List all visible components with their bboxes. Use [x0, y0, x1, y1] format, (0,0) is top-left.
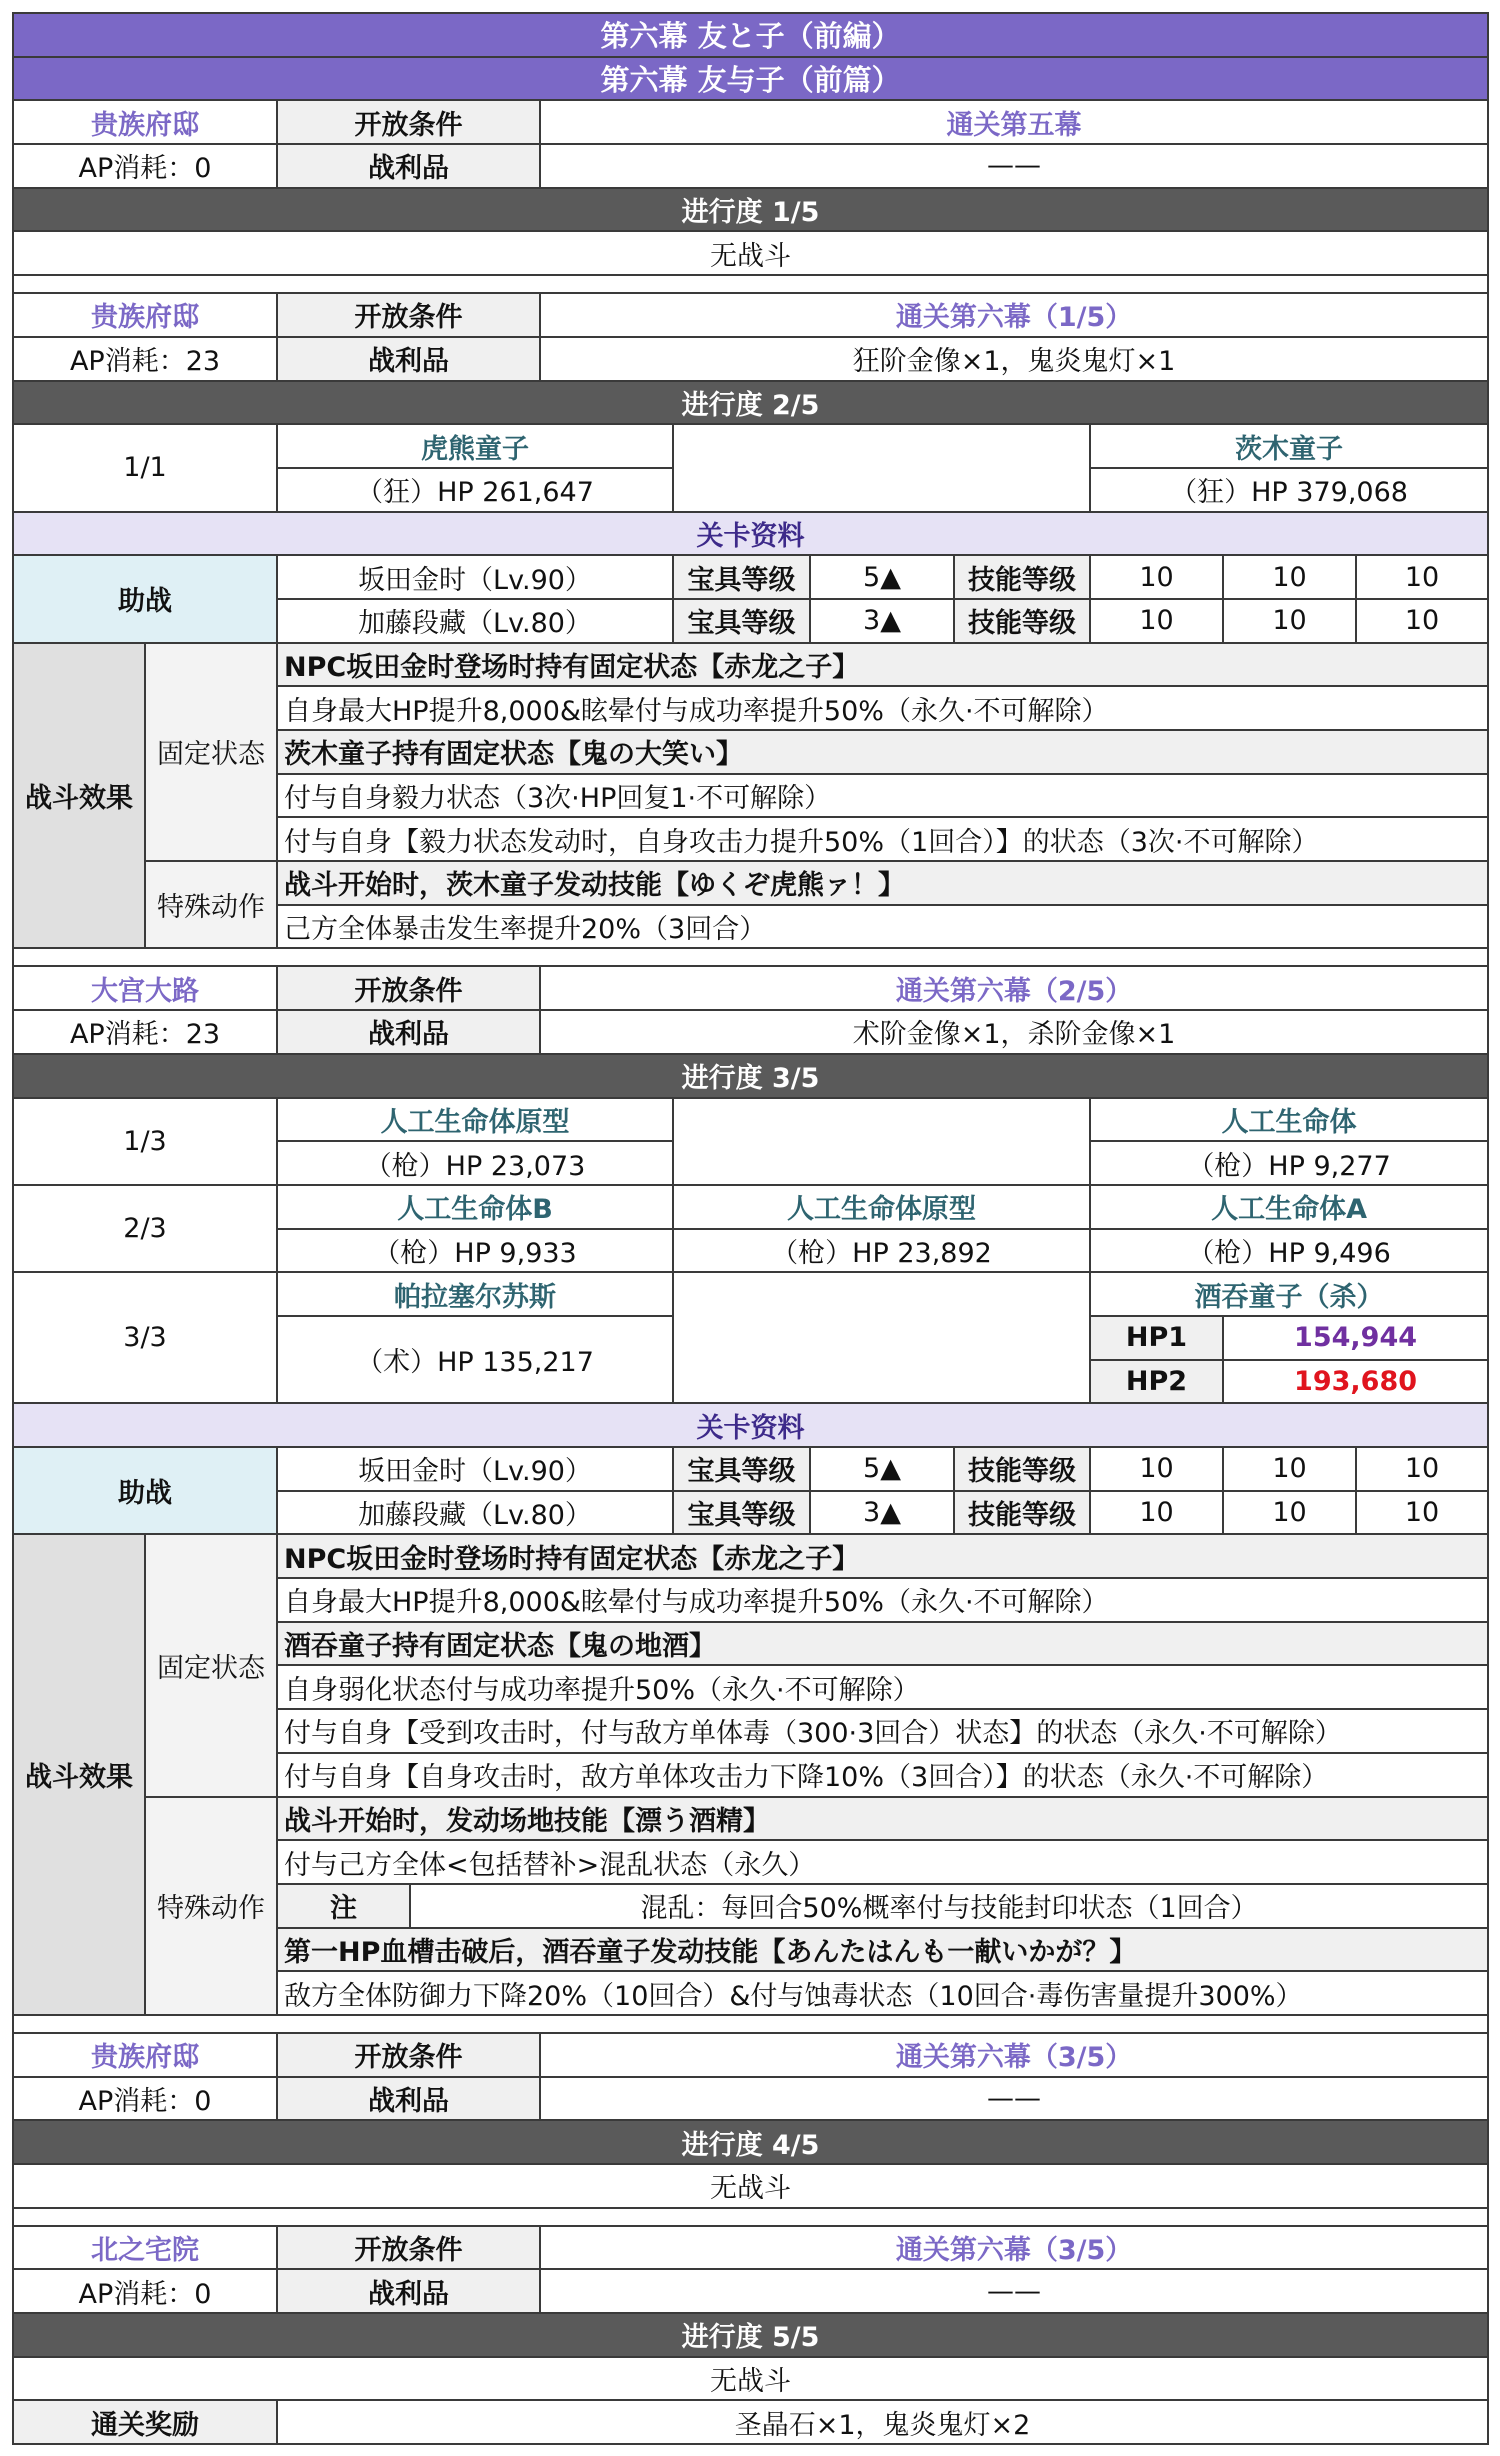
quest-table-main — [12, 12, 1489, 2445]
effect-detail: 付与自身【自身攻击时，敌方单体攻击力下降10%（3回合）】的状态（永久·不可解除） — [277, 1753, 1488, 1797]
special-action-label: 特殊动作 — [145, 1797, 277, 2015]
enemy-name: 人工生命体 — [1090, 1098, 1488, 1142]
loot-label: 战利品 — [277, 144, 540, 188]
enemy-name: 人工生命体原型 — [277, 1098, 673, 1142]
loot: —— — [540, 2077, 1488, 2121]
title-jp: 第六幕 友と子（前編） — [13, 13, 1488, 57]
skill-level: 10 — [1356, 1447, 1488, 1491]
clear-reward: 圣晶石×1，鬼炎鬼灯×2 — [277, 2400, 1488, 2444]
wave-number: 1/3 — [13, 1098, 277, 1185]
effect-title: 第一HP血槽击破后，酒吞童子发动技能【あんたはんも一献いかが？】 — [277, 1928, 1488, 1972]
enemy-name: 人工生命体B — [277, 1185, 673, 1229]
hp2-value: 193,680 — [1223, 1360, 1488, 1404]
ap-cost: AP消耗：0 — [13, 2077, 277, 2121]
loot: 狂阶金像×1，鬼炎鬼灯×1 — [540, 337, 1488, 381]
open-condition-label: 开放条件 — [277, 293, 540, 337]
support-servant: 坂田金时（Lv.90） — [277, 555, 673, 599]
effect-detail: 付与自身毅力状态（3次·HP回复1·不可解除） — [277, 774, 1488, 818]
enemy-slot-empty — [673, 424, 1090, 511]
enemy-hp: （枪）HP 23,073 — [277, 1141, 673, 1185]
battle-effects-label: 战斗效果 — [13, 643, 145, 949]
enemy-slot-empty — [673, 1098, 1090, 1185]
wave-number: 3/3 — [13, 1272, 277, 1403]
ap-cost: AP消耗：23 — [13, 337, 277, 381]
progress-bar: 进行度 1/5 — [13, 188, 1488, 232]
open-condition: 通关第六幕（2/5） — [540, 966, 1488, 1010]
title-cn: 第六幕 友与子（前篇） — [13, 57, 1488, 101]
skill-level: 10 — [1356, 599, 1488, 643]
skill-level: 10 — [1090, 1447, 1223, 1491]
fixed-state-label: 固定状态 — [145, 643, 277, 861]
no-battle: 无战斗 — [13, 231, 1488, 275]
skill-level: 10 — [1090, 599, 1223, 643]
skill-level: 10 — [1090, 1491, 1223, 1535]
loot: 术阶金像×1，杀阶金像×1 — [540, 1010, 1488, 1054]
enemy-name: 帕拉塞尔苏斯 — [277, 1272, 673, 1316]
clear-reward-label: 通关奖励 — [13, 2400, 277, 2444]
enemy-hp: （枪）HP 9,496 — [1090, 1229, 1488, 1273]
effect-detail: 付与自身【毅力状态发动时，自身攻击力提升50%（1回合）】的状态（3次·不可解除） — [277, 817, 1488, 861]
open-condition-label: 开放条件 — [277, 966, 540, 1010]
np-level-label: 宝具等级 — [673, 1491, 810, 1535]
effect-title: 战斗开始时，发动场地技能【漂う酒精】 — [277, 1797, 1488, 1841]
special-action-label: 特殊动作 — [145, 861, 277, 948]
level-info-header: 关卡资料 — [13, 1403, 1488, 1447]
skill-level: 10 — [1090, 555, 1223, 599]
location-name: 贵族府邸 — [13, 2033, 277, 2077]
battle-effects-label: 战斗效果 — [13, 1534, 145, 2015]
enemy-hp: （枪）HP 23,892 — [673, 1229, 1090, 1273]
np-level: 5▲ — [810, 1447, 954, 1491]
open-condition-label: 开放条件 — [277, 2033, 540, 2077]
effect-detail: 己方全体暴击发生率提升20%（3回合） — [277, 905, 1488, 949]
note-label: 注 — [277, 1884, 410, 1928]
loot-label: 战利品 — [277, 337, 540, 381]
skill-level-label: 技能等级 — [954, 1491, 1090, 1535]
effect-detail: 敌方全体防御力下降20%（10回合）&付与蚀毒状态（10回合·毒伤害量提升300%） — [277, 1971, 1488, 2015]
loot-label: 战利品 — [277, 2077, 540, 2121]
skill-level-label: 技能等级 — [954, 599, 1090, 643]
no-battle: 无战斗 — [13, 2357, 1488, 2401]
hp1-label: HP1 — [1090, 1316, 1223, 1360]
progress-bar: 进行度 3/5 — [13, 1054, 1488, 1098]
loot: —— — [540, 144, 1488, 188]
enemy-name: 人工生命体A — [1090, 1185, 1488, 1229]
location-name: 贵族府邸 — [13, 100, 277, 144]
support-servant: 加藤段藏（Lv.80） — [277, 1491, 673, 1535]
hp1-value: 154,944 — [1223, 1316, 1488, 1360]
np-level-label: 宝具等级 — [673, 1447, 810, 1491]
level-info-header: 关卡资料 — [13, 512, 1488, 556]
loot-label: 战利品 — [277, 2269, 540, 2313]
progress-bar: 进行度 5/5 — [13, 2313, 1488, 2357]
ap-cost: AP消耗：0 — [13, 144, 277, 188]
ap-cost: AP消耗：23 — [13, 1010, 277, 1054]
effect-detail: 付与自身【受到攻击时，付与敌方单体毒（300·3回合）状态】的状态（永久·不可解除） — [277, 1709, 1488, 1753]
effect-detail: 自身最大HP提升8,000&眩晕付与成功率提升50%（永久·不可解除） — [277, 1578, 1488, 1622]
np-level-label: 宝具等级 — [673, 599, 810, 643]
wave-number: 1/1 — [13, 424, 277, 511]
skill-level-label: 技能等级 — [954, 555, 1090, 599]
effect-detail: 自身弱化状态付与成功率提升50%（永久·不可解除） — [277, 1665, 1488, 1709]
effect-title: NPC坂田金时登场时持有固定状态【赤龙之子】 — [277, 643, 1488, 687]
fixed-state-label: 固定状态 — [145, 1534, 277, 1796]
location-name: 大宫大路 — [13, 966, 277, 1010]
wave-number: 2/3 — [13, 1185, 277, 1272]
support-label: 助战 — [13, 1447, 277, 1534]
spacer — [13, 948, 1488, 966]
ap-cost: AP消耗：0 — [13, 2269, 277, 2313]
effect-title: 战斗开始时，茨木童子发动技能【ゆくぞ虎熊ァ！】 — [277, 861, 1488, 905]
np-level-label: 宝具等级 — [673, 555, 810, 599]
enemy-hp: （狂）HP 379,068 — [1090, 468, 1488, 512]
open-condition-label: 开放条件 — [277, 100, 540, 144]
skill-level: 10 — [1356, 1491, 1488, 1535]
enemy-name: 酒吞童子（杀） — [1090, 1272, 1488, 1316]
progress-bar: 进行度 2/5 — [13, 381, 1488, 425]
open-condition: 通关第五幕 — [540, 100, 1488, 144]
spacer — [13, 275, 1488, 293]
spacer — [13, 2208, 1488, 2226]
hp2-label: HP2 — [1090, 1360, 1223, 1404]
loot: —— — [540, 2269, 1488, 2313]
np-level: 3▲ — [810, 1491, 954, 1535]
progress-bar: 进行度 4/5 — [13, 2120, 1488, 2164]
skill-level-label: 技能等级 — [954, 1447, 1090, 1491]
enemy-hp: （术）HP 135,217 — [277, 1316, 673, 1403]
effect-title: NPC坂田金时登场时持有固定状态【赤龙之子】 — [277, 1534, 1488, 1578]
loot-label: 战利品 — [277, 1010, 540, 1054]
enemy-name: 虎熊童子 — [277, 424, 673, 468]
np-level: 5▲ — [810, 555, 954, 599]
enemy-slot-empty — [673, 1272, 1090, 1403]
open-condition: 通关第六幕（1/5） — [540, 293, 1488, 337]
support-servant: 加藤段藏（Lv.80） — [277, 599, 673, 643]
open-condition-label: 开放条件 — [277, 2226, 540, 2270]
open-condition: 通关第六幕（3/5） — [540, 2033, 1488, 2077]
effect-detail: 自身最大HP提升8,000&眩晕付与成功率提升50%（永久·不可解除） — [277, 686, 1488, 730]
support-servant: 坂田金时（Lv.90） — [277, 1447, 673, 1491]
effect-detail: 付与己方全体<包括替补>混乱状态（永久） — [277, 1840, 1488, 1884]
enemy-hp: （枪）HP 9,933 — [277, 1229, 673, 1273]
skill-level: 10 — [1356, 555, 1488, 599]
enemy-name: 人工生命体原型 — [673, 1185, 1090, 1229]
enemy-name: 茨木童子 — [1090, 424, 1488, 468]
skill-level: 10 — [1223, 1491, 1356, 1535]
open-condition: 通关第六幕（3/5） — [540, 2226, 1488, 2270]
effect-title: 酒吞童子持有固定状态【鬼の地酒】 — [277, 1622, 1488, 1666]
skill-level: 10 — [1223, 555, 1356, 599]
skill-level: 10 — [1223, 599, 1356, 643]
np-level: 3▲ — [810, 599, 954, 643]
support-label: 助战 — [13, 555, 277, 642]
effect-title: 茨木童子持有固定状态【鬼の大笑い】 — [277, 730, 1488, 774]
location-name: 北之宅院 — [13, 2226, 277, 2270]
no-battle: 无战斗 — [13, 2164, 1488, 2208]
skill-level: 10 — [1223, 1447, 1356, 1491]
spacer — [13, 2015, 1488, 2033]
location-name: 贵族府邸 — [13, 293, 277, 337]
note-text: 混乱：每回合50%概率付与技能封印状态（1回合） — [410, 1884, 1488, 1928]
enemy-hp: （枪）HP 9,277 — [1090, 1141, 1488, 1185]
enemy-hp: （狂）HP 261,647 — [277, 468, 673, 512]
